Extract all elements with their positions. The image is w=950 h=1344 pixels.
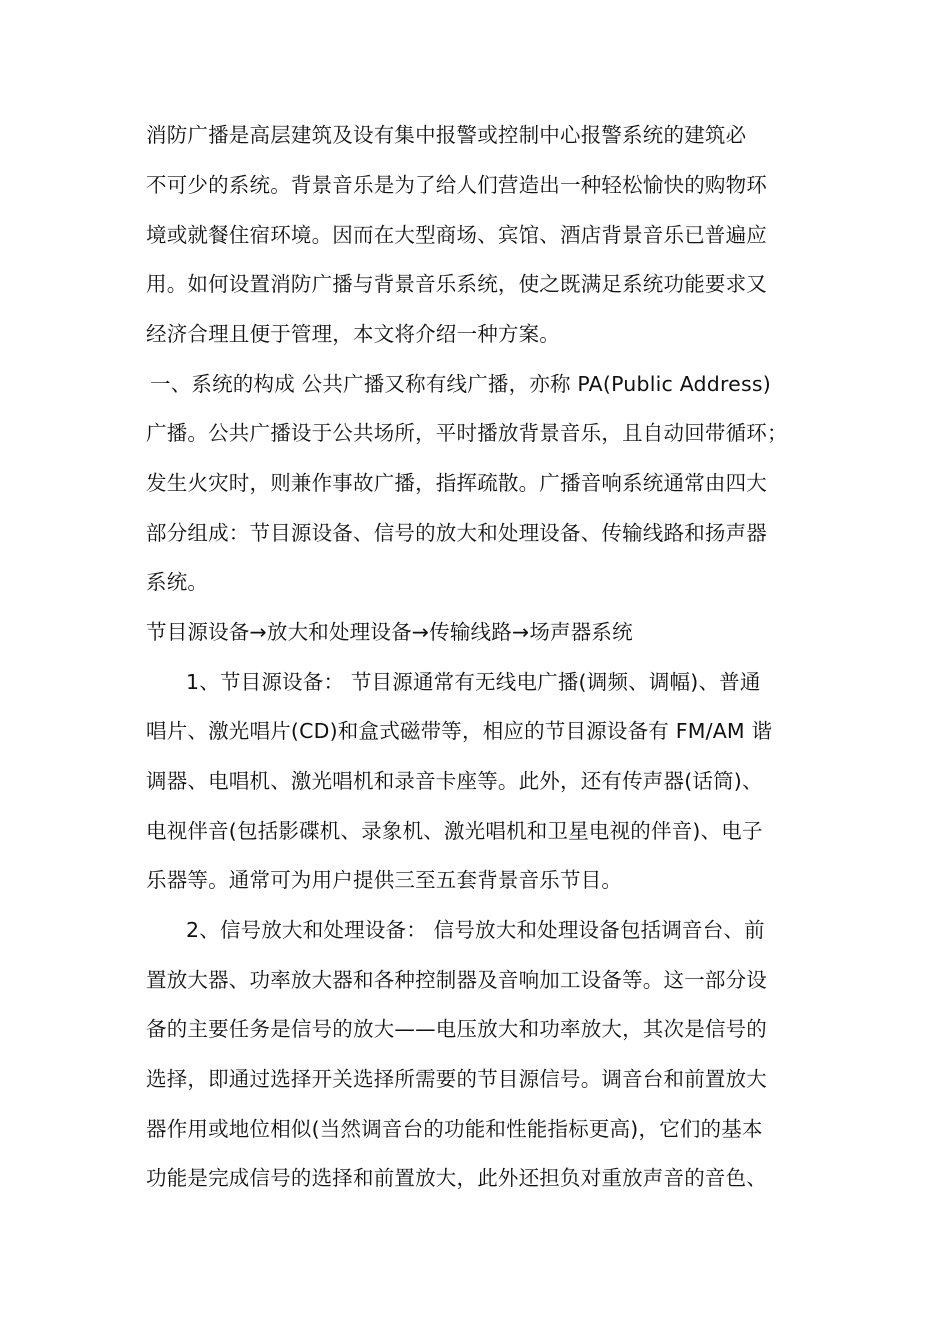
flow-line: 节目源设备→放大和处理设备→传输线路→场声器系统 <box>146 620 633 644</box>
subsection-heading-line: 2、信号放大和处理设备： 信号放大和处理设备包括调音台、前 <box>186 918 765 942</box>
section-heading-line: 一、系统的构成 公共广播又称有线广播，亦称 PA(Public Address) <box>150 372 771 396</box>
paragraph-line: 选择，即通过选择开关选择所需要的节目源信号。调音台和前置放大 <box>146 1067 767 1091</box>
paragraph-line: 系统。 <box>146 570 209 594</box>
paragraph-line: 不可少的系统。背景音乐是为了给人们营造出一种轻松愉快的购物环 <box>146 173 767 197</box>
paragraph-line: 发生火灾时，则兼作事故广播，指挥疏散。广播音响系统通常由四大 <box>146 471 767 495</box>
paragraph-line: 经济合理且便于管理，本文将介绍一种方案。 <box>146 322 560 346</box>
paragraph-line: 乐器等。通常可为用户提供三至五套背景音乐节目。 <box>146 868 623 892</box>
paragraph-line: 功能是完成信号的选择和前置放大，此外还担负对重放声音的音色、 <box>146 1166 767 1190</box>
paragraph-line: 广播。公共广播设于公共场所，平时播放背景音乐，且自动回带循环； <box>146 421 788 445</box>
paragraph-line: 调器、电唱机、激光唱机和录音卡座等。此外，还有传声器(话筒)、 <box>146 769 763 793</box>
paragraph-line: 境或就餐住宿环境。因而在大型商场、宾馆、酒店背景音乐已普遍应 <box>146 223 767 247</box>
paragraph-line: 器作用或地位相似(当然调音台的功能和性能指标更高)，它们的基本 <box>146 1117 763 1141</box>
subsection-heading-line: 1、节目源设备： 节目源通常有无线电广播(调频、调幅)、普通 <box>186 670 761 694</box>
paragraph-line: 备的主要任务是信号的放大——电压放大和功率放大，其次是信号的 <box>146 1017 767 1041</box>
paragraph-line: 用。如何设置消防广播与背景音乐系统，使之既满足系统功能要求又 <box>146 272 767 296</box>
paragraph-line: 唱片、激光唱片(CD)和盒式磁带等，相应的节目源设备有 FM/AM 谐 <box>146 719 773 743</box>
paragraph-line: 置放大器、功率放大器和各种控制器及音响加工设备等。这一部分设 <box>146 968 767 992</box>
paragraph-line: 消防广播是高层建筑及设有集中报警或控制中心报警系统的建筑必 <box>146 123 747 147</box>
paragraph-line: 部分组成：节目源设备、信号的放大和处理设备、传输线路和扬声器 <box>146 521 767 545</box>
paragraph-line: 电视伴音(包括影碟机、录象机、激光唱机和卫星电视的伴音)、电子 <box>146 819 763 843</box>
